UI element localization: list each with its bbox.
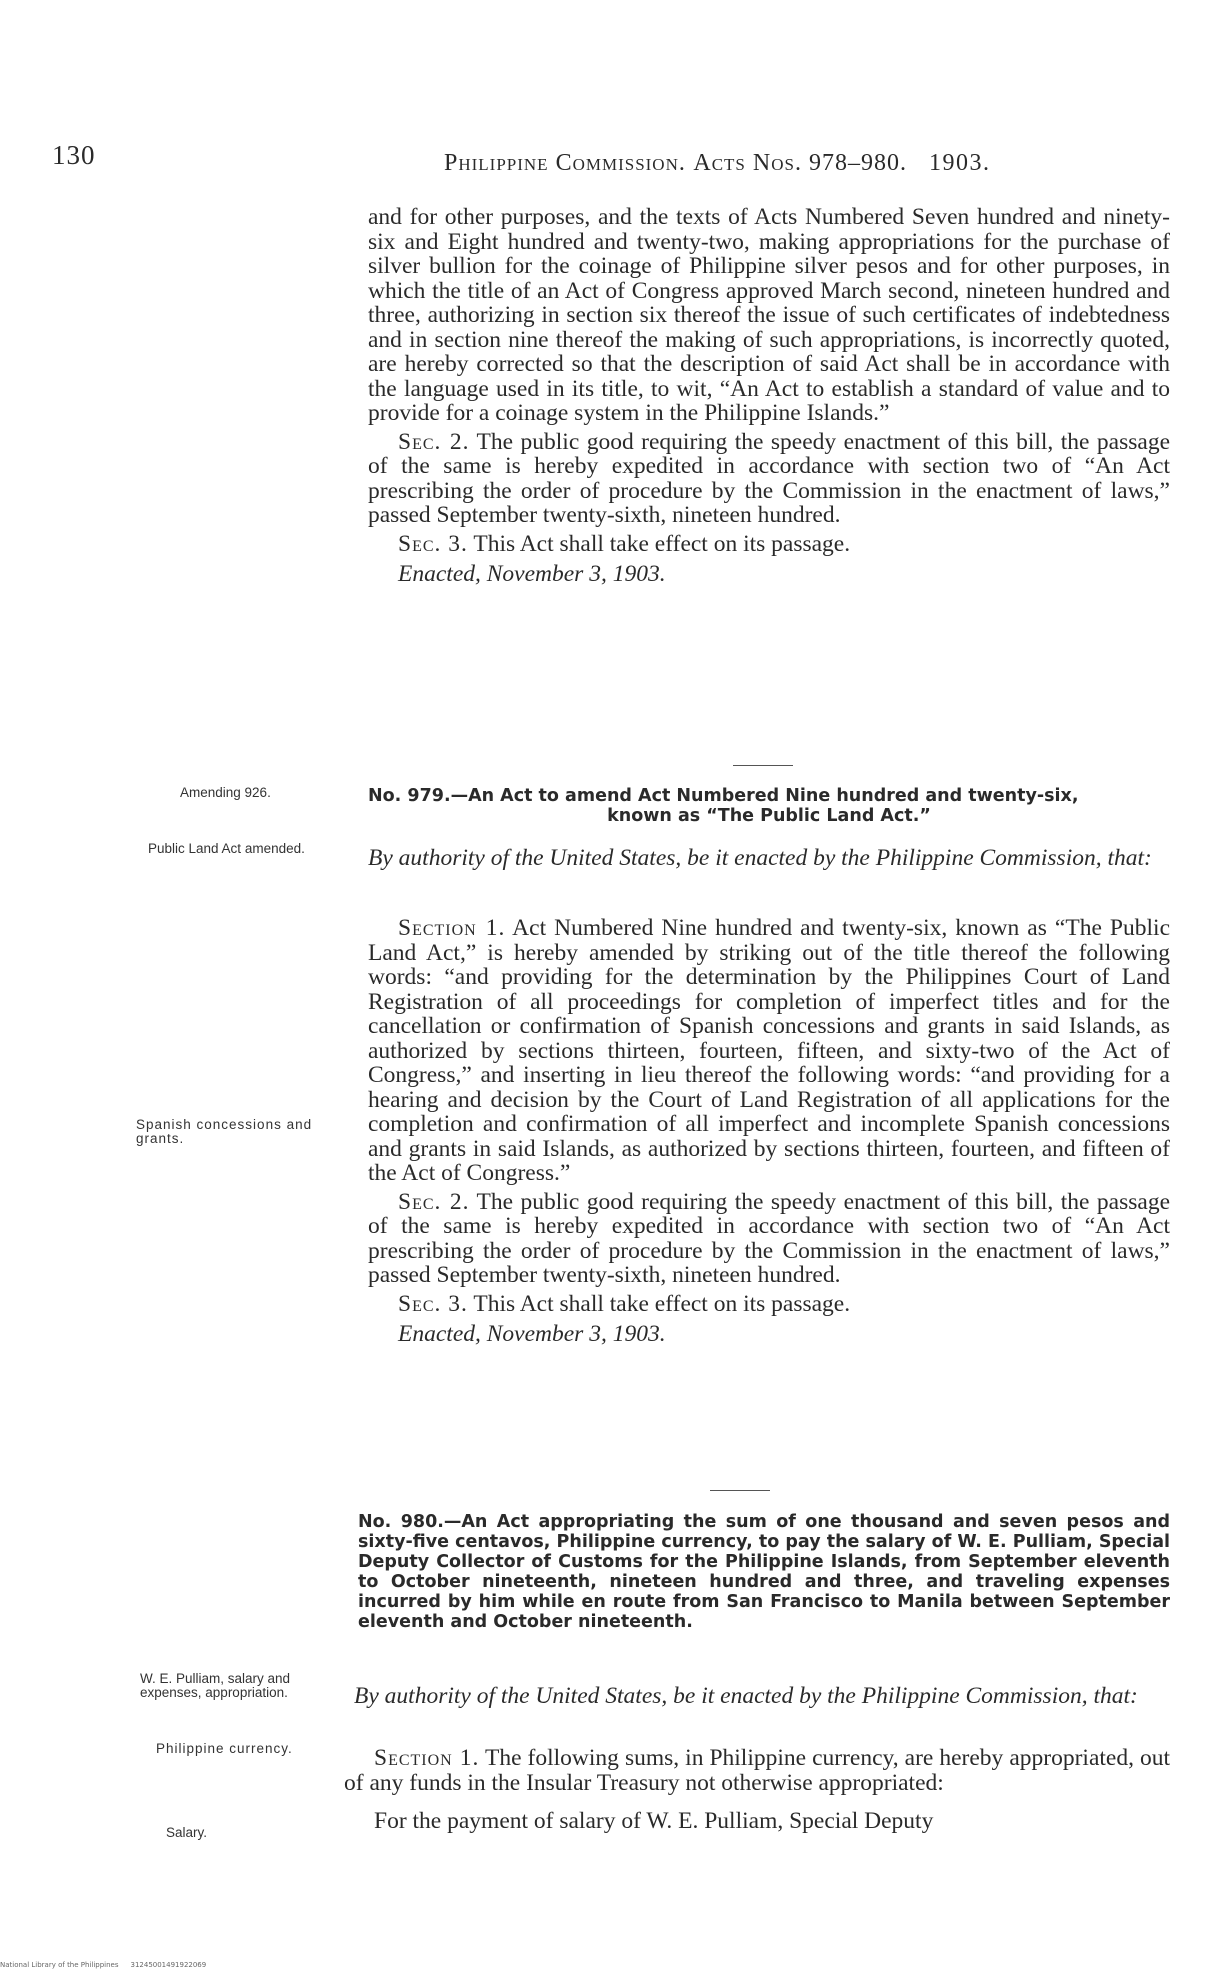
- act-979-heading: [368, 786, 1170, 826]
- act-980-section-1: [344, 1746, 1170, 1795]
- section-text: Act Numbered Nine hundred and twenty-six, known as “The Public Land Act,” is hereby amended by striking out of the title thereof the following words: “and providing for the determination by the Philippines Court of Land Registration of all proceedings for completion of imperfect titles and for the cancellation or confirmation of Spanish concessions and grants in said Islands, as authorized by sections thirteen, fourteen, fifteen, and sixty-two of the Act of Congress,” and inserting in lieu thereof the following words: “and providing for a hearing and decision by the Court of Land Registration of all applications for the completion and confirmation of all imperfect and incomplete Spanish concessions and grants in said Islands, as authorized by sections thirteen, fourteen, and fifteen of the Act of Congress.”: [368, 915, 1170, 1186]
- section-divider: [710, 1490, 770, 1491]
- act-980-heading: No. 980.—An Act appropriating the sum of one thousand and seven pesos and sixty-five centavos, Philippine currency, to pay the salary of W. E. Pulliam, Special Deputy Collector of Customs for the Philippine Islands, from September eleventh to October nineteenth, nineteen hundred and three, and traveling expenses incurred by him while en route from San Francisco to Manila between September eleventh and October nineteenth.: [358, 1512, 1170, 1632]
- act-979-heading-line1: No. 979.—An Act to amend Act Numbered Nine hundred and twenty-six,: [368, 786, 1079, 806]
- running-head-year: 1903.: [928, 150, 991, 176]
- act-979-section-1: [368, 916, 1170, 1186]
- margin-note-currency: Philippine currency.: [156, 1741, 293, 1756]
- section-text: This Act shall take effect on its passage.: [473, 1290, 851, 1317]
- footer-source: National Library of the Philippines: [0, 1961, 119, 1969]
- act-978-section-2: [368, 430, 1170, 528]
- section-text: The public good requiring the speedy enactment of this bill, the passage of the same is hereby expedited in accordance with section two of “An Act prescribing the order of procedure by the Commission in the enactment of laws,” passed September twenty-sixth, nineteen hundred.: [368, 428, 1170, 528]
- act-979-body: [368, 916, 1170, 1347]
- section-label: Sec. 3.: [398, 1290, 468, 1317]
- margin-note-amending: Amending 926.: [180, 785, 271, 800]
- section-label: Sec. 2.: [398, 428, 470, 455]
- section-text: The following sums, in Philippine currency, are hereby appropriated, out of any funds in the Insular Treasury not otherwise appropriated:: [344, 1745, 1171, 1796]
- section-label: Sec. 2.: [398, 1188, 470, 1215]
- running-head-title: Philippine Commission.: [444, 150, 686, 176]
- margin-note-public-land: Public Land Act amended.: [148, 841, 305, 856]
- section-label: Section 1.: [398, 915, 506, 941]
- act-980-authority: By authority of the United States, be it enacted by the Philippine Commission, that:: [354, 1683, 1138, 1709]
- act-978-body: [368, 205, 1170, 587]
- margin-note-pulliam: W. E. Pulliam, salary and expenses, appropriation.: [140, 1671, 291, 1700]
- act-978-section-3: [368, 532, 1170, 557]
- act-979-heading-line2: known as “The Public Land Act.”: [607, 806, 931, 826]
- section-label: Sec. 3.: [398, 530, 468, 557]
- act-980-salary-line: For the payment of salary of W. E. Pulliam, Special Deputy: [374, 1808, 934, 1834]
- act-978-enacted: Enacted, November 3, 1903.: [398, 561, 666, 587]
- margin-note-salary: Salary.: [166, 1825, 208, 1840]
- footer-id: 31245001491922069: [130, 1961, 207, 1969]
- act-979-section-2: [368, 1190, 1170, 1288]
- act-979-section-3: [368, 1292, 1170, 1317]
- running-head-acts: Acts Nos. 978–980.: [693, 150, 907, 176]
- margin-note-spanish: Spanish concessions and grants.: [136, 1117, 313, 1146]
- act-978-paragraph: and for other purposes, and the texts of Acts Numbered Seven hundred and ninety-six and Eight hundred and twenty-two, making appropriations for the purchase of silver bullion for the coinage of Philippine silver pesos and for other purposes, in which the title of an Act of Congress approved March second, nineteen hundred and three, authorizing in section six thereof the issue of such certificates of indebtedness and in section nine thereof the making of such appropriations, is incorrectly quoted, are hereby corrected so that the description of said Act shall be in accordance with the language used in its title, to wit, “An Act to establish a standard of value and to provide for a coinage system in the Philippine Islands.”: [368, 204, 1170, 426]
- act-979-enacted: Enacted, November 3, 1903.: [398, 1321, 666, 1347]
- act-979-authority: By authority of the United States, be it enacted by the Philippine Commission, that:: [368, 845, 1152, 871]
- footer: [0, 1961, 218, 1969]
- section-text: This Act shall take effect on its passage.: [473, 530, 851, 557]
- section-label: Section 1.: [374, 1745, 480, 1771]
- running-head: [444, 150, 990, 177]
- act-980-body: [344, 1746, 1170, 1834]
- page-number: 130: [52, 140, 96, 170]
- section-text: The public good requiring the speedy enactment of this bill, the passage of the same is hereby expedited in accordance with section two of “An Act prescribing the order of procedure by the Commission in the enactment of laws,” passed September twenty-sixth, nineteen hundred.: [368, 1188, 1170, 1288]
- section-divider: [733, 765, 793, 766]
